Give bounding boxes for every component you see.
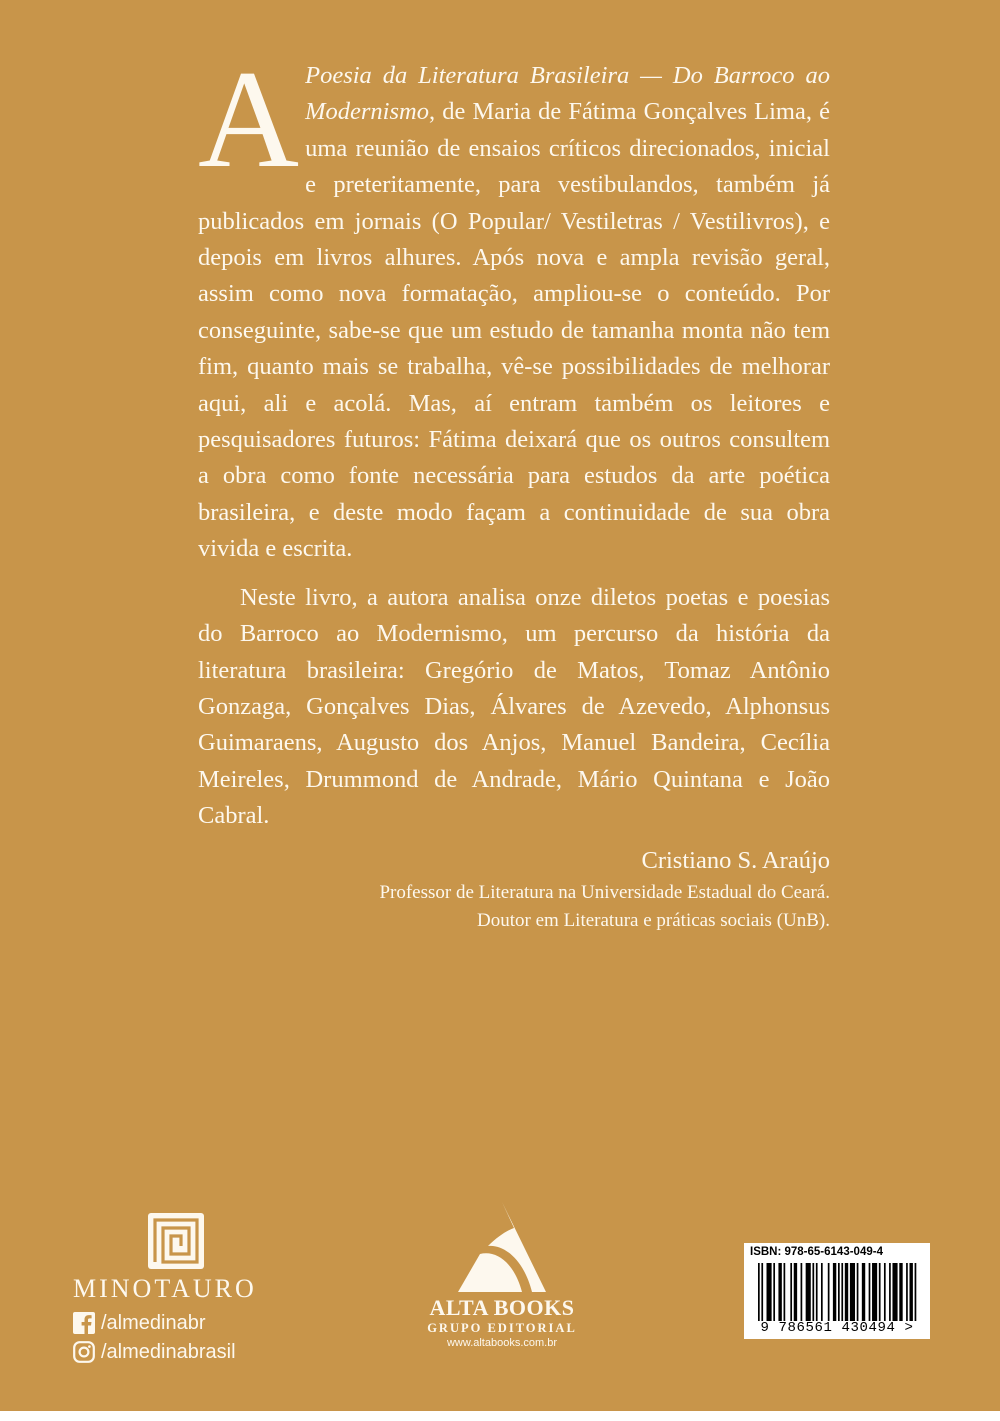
signature-title-1: Professor de Literatura na Universidade Estadual do Ceará. <box>379 882 830 903</box>
barcode-bar <box>899 1263 902 1321</box>
drop-cap: A <box>198 42 300 197</box>
facebook-handle: /almedinabr <box>101 1312 206 1334</box>
altabooks-logo-block <box>412 1200 592 1350</box>
barcode-bar <box>906 1263 908 1321</box>
signature-name: Cristiano S. Araújo <box>641 847 830 874</box>
barcode-bar <box>784 1263 786 1321</box>
barcode-bars <box>758 1263 918 1321</box>
barcode-bar <box>838 1263 840 1321</box>
altabooks-group: GRUPO EDITORIAL <box>427 1321 577 1335</box>
altabooks-name: ALTA BOOKS <box>429 1295 575 1320</box>
barcode-bar <box>879 1263 881 1321</box>
isbn-barcode <box>744 1243 930 1339</box>
barcode-bar <box>767 1263 772 1321</box>
barcode-bar <box>790 1263 792 1321</box>
altabooks-url: www.altabooks.com.br <box>446 1337 558 1349</box>
barcode-bar <box>872 1263 877 1321</box>
barcode-bar <box>801 1263 803 1321</box>
barcode-bar <box>778 1263 781 1321</box>
barcode-bar <box>869 1263 871 1321</box>
barcode-bar <box>828 1263 830 1321</box>
minotauro-name: MINOTAURO <box>73 1274 257 1303</box>
blurb-text <box>198 42 830 835</box>
barcode-bar <box>845 1263 848 1321</box>
barcode-bar <box>758 1263 760 1321</box>
facebook-icon <box>73 1312 95 1334</box>
barcode-digits: 9 786561 430494 > <box>760 1320 914 1336</box>
barcode-bar <box>857 1263 859 1321</box>
instagram-link[interactable] <box>73 1339 236 1365</box>
barcode-bar <box>821 1263 823 1321</box>
book-title-italic: Poesia da Literatura Brasileira — Do Barroco ao Modernismo <box>305 62 830 126</box>
isbn-label: ISBN: 978-65-6143-049-4 <box>750 1246 883 1258</box>
barcode-bar <box>884 1263 886 1321</box>
instagram-icon <box>73 1341 95 1363</box>
barcode-bar <box>812 1263 814 1321</box>
signature-title-2: Doutor em Literatura e práticas sociais (UnB). <box>477 910 830 931</box>
barcode-bar <box>850 1263 855 1321</box>
barcode-bar <box>833 1263 836 1321</box>
facebook-link[interactable] <box>73 1310 206 1336</box>
instagram-handle: /almedinabrasil <box>101 1341 236 1363</box>
paragraph-1-text: , de Maria de Fátima Gonçalves Lima, é uma reunião de ensaios críticos direcionados, inicial e preteritamente, para vestibulandos, também já publicados em jornais (O Popular/ Vestiletras / Vestilivros), e depois em livros alhures. Após nova e ampla revisão geral, assim como nova formatação, ampliou-se o conteúdo. Por conseguinte, sabe-se que um estudo de tamanha monta não tem fim, quanto mais se trabalha, vê-se possibilidades de melhorar aqui, ali e acolá. Mas, aí entram também os leitores e pesquisadores futuros: Fátima deixará que os outros consultem a obra como fonte necessária para estudos da arte poética brasileira, e deste modo façam a continuidade de sua obra vivida e escrita. <box>198 98 830 563</box>
barcode-bar <box>841 1263 843 1321</box>
barcode-bar <box>915 1263 917 1321</box>
barcode-bar <box>889 1263 891 1321</box>
barcode-bar <box>816 1263 818 1321</box>
barcode-bar <box>794 1263 797 1321</box>
barcode-bar <box>892 1263 897 1321</box>
barcode-bar <box>862 1263 865 1321</box>
signature-block <box>198 843 830 935</box>
barcode-bar <box>761 1263 763 1321</box>
barcode-bar <box>773 1263 775 1321</box>
barcode-bar <box>806 1263 811 1321</box>
paragraph-2: Neste livro, a autora analisa onze diletos poetas e poesias do Barroco ao Modernismo, um percurso da história da literatura brasileira: Gregório de Matos, Tomaz Antônio Gonzaga, Gonçalves Dias, Álvares de Azevedo, Alphonsus Guimaraens, Augusto dos Anjos, Manuel Bandeira, Cecília Meireles, Drummond de Andrade, Mário Quintana e João Cabral. <box>198 583 830 830</box>
barcode-bar <box>909 1263 912 1321</box>
altabooks-logo-icon <box>452 1200 552 1296</box>
labyrinth-icon <box>147 1212 205 1270</box>
paragraph-1 <box>198 42 830 568</box>
